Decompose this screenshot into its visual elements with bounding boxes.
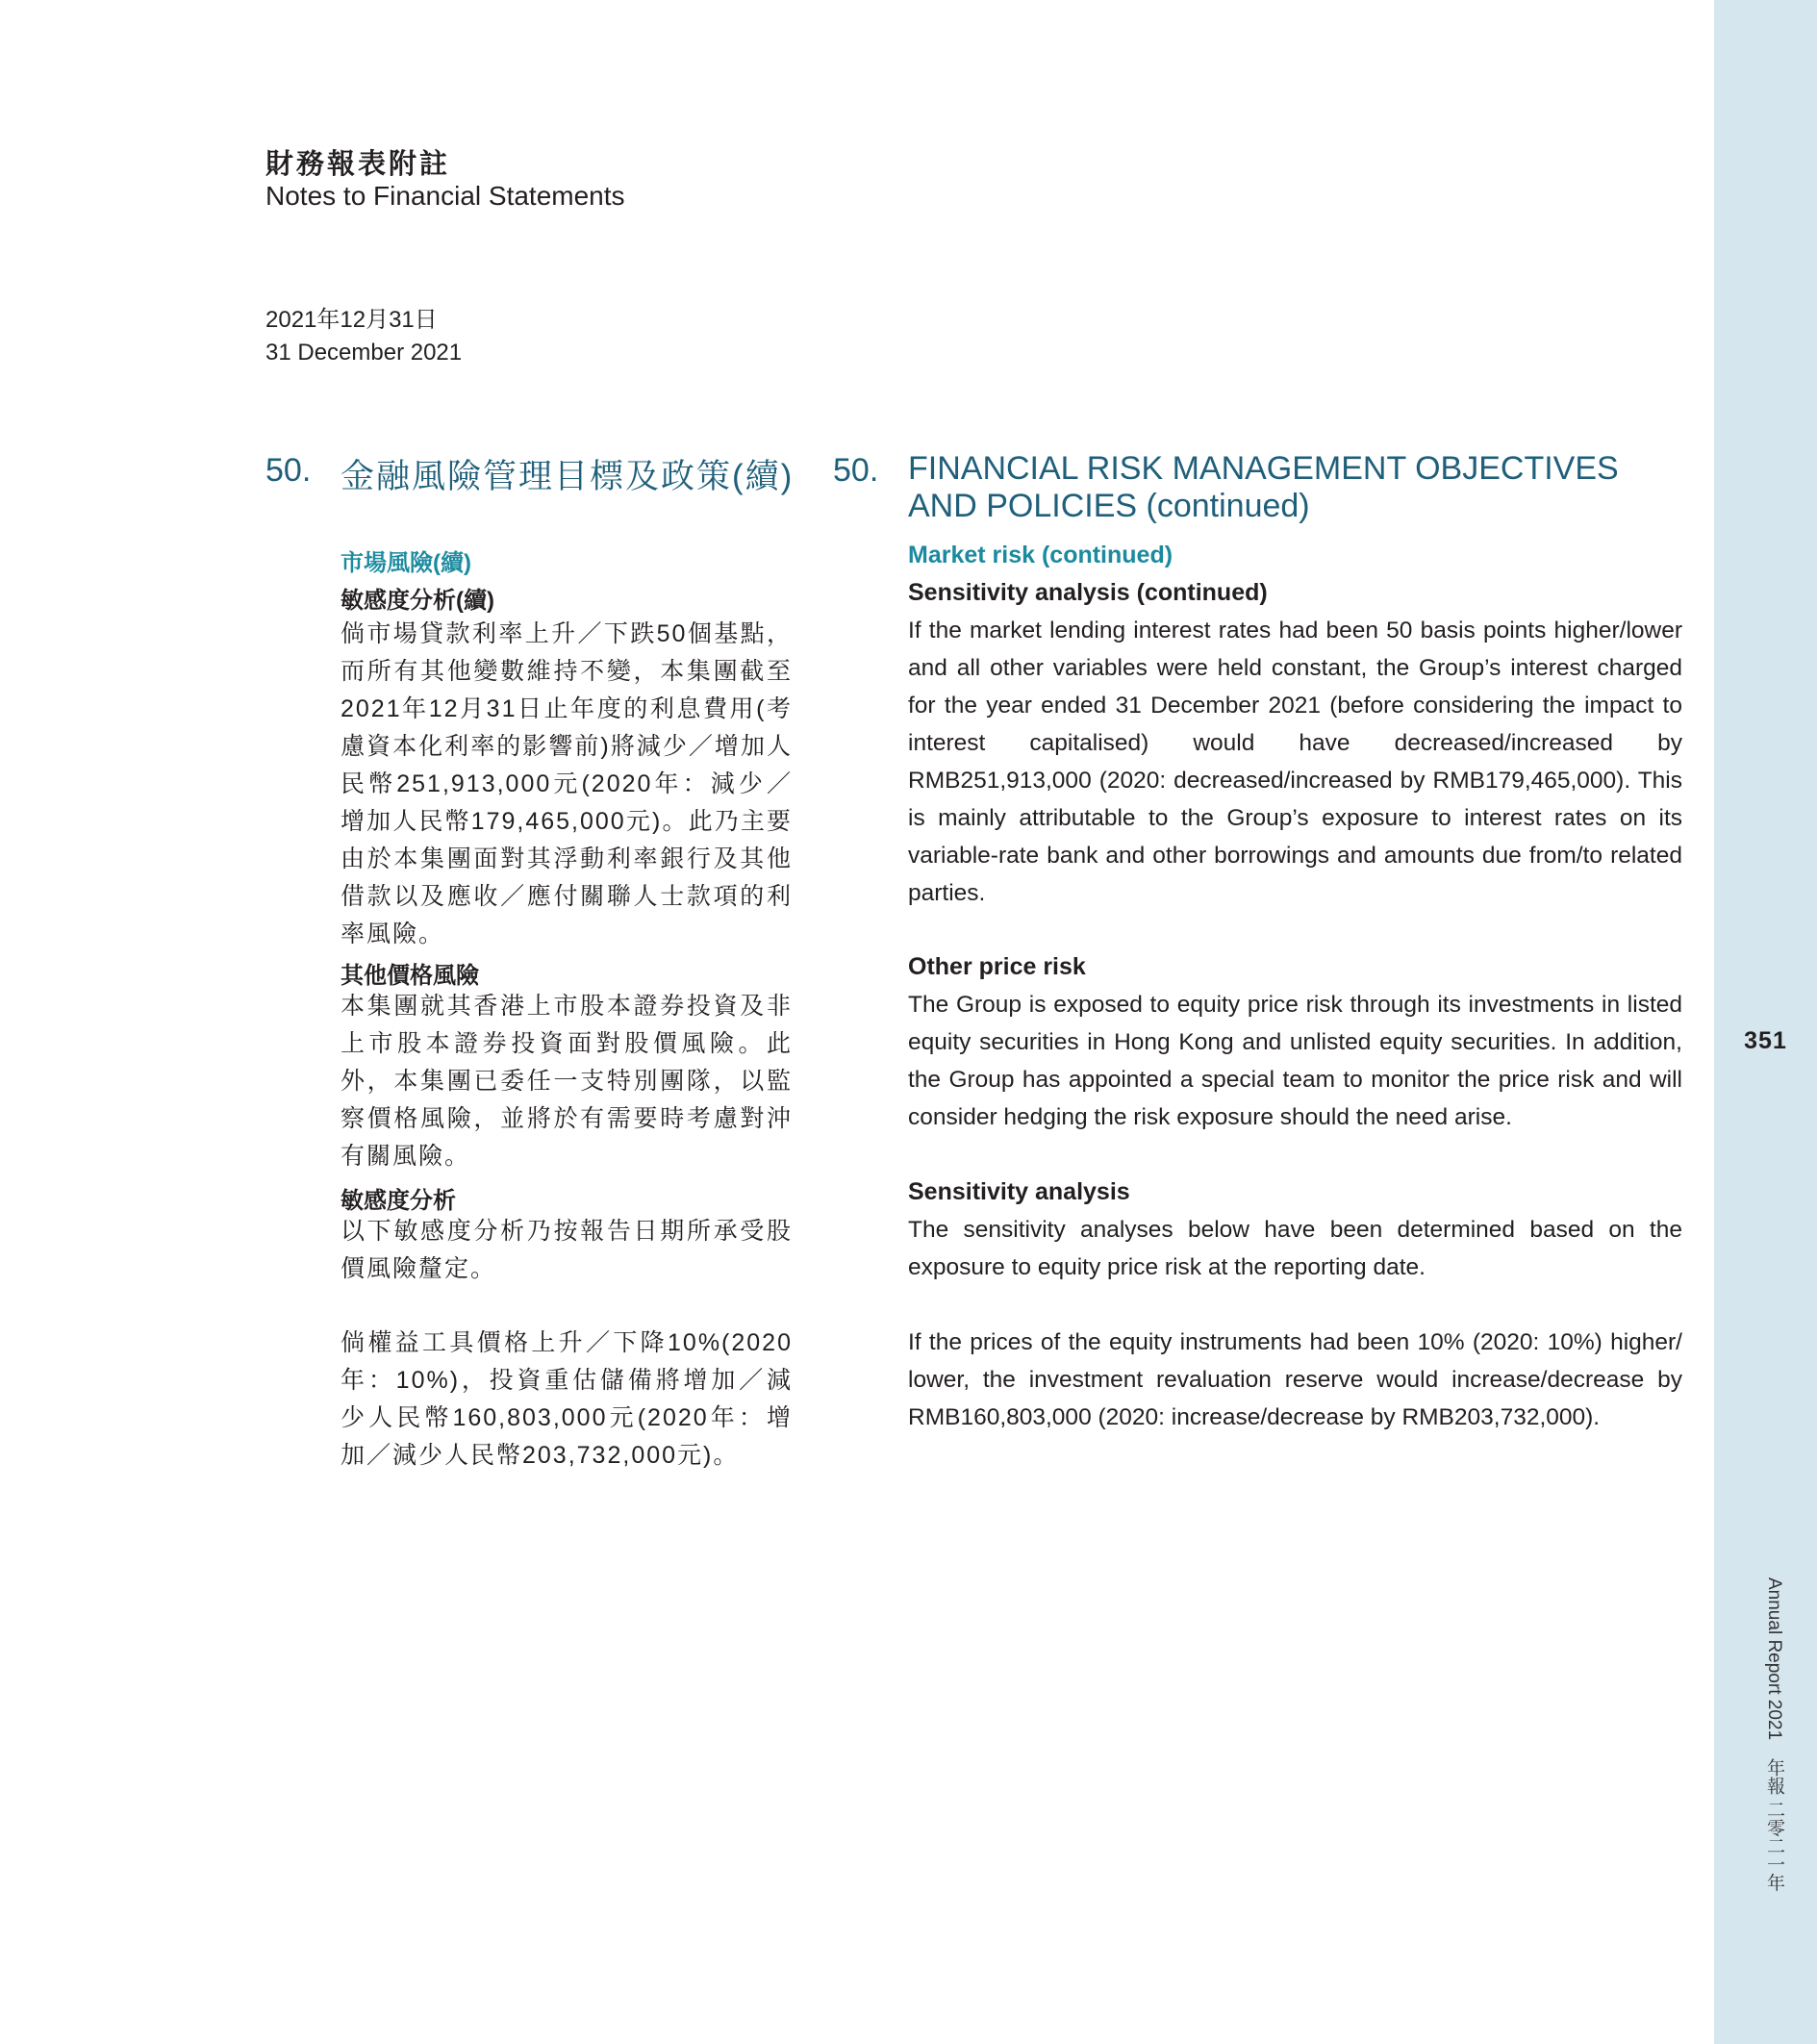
section-title-en: FINANCIAL RISK MANAGEMENT OBJECTIVES AND POLICIES (continued) (908, 450, 1619, 524)
date-cn: 2021年12月31日 (265, 307, 438, 333)
market-risk-paragraph-cn: 倘市場貸款利率上升／下跌50個基點，而所有其他變數維持不變，本集團截至2021年12月31日止年度的利息費用(考慮資本化利率的影響前)將減少／增加人民幣251,913,000元(2020年：減少／增加人民幣179,465,000元)。此乃主要由於本集團面對其浮動利率銀行及其他借款以及應收／應付關聯人士款項的利率風險。 (341, 620, 793, 947)
sensitivity-cont-heading-en: Sensitivity analysis (continued) (908, 579, 1268, 606)
annual-report-label: Annual Report 2021 年報 二零二一年 (1764, 1577, 1784, 1892)
header-title-en: Notes to Financial Statements (265, 181, 625, 211)
other-price-risk-heading-cn: 其他價格風險 (341, 963, 479, 989)
sensitivity-paragraph1-cn: 以下敏感度分析乃按報告日期所承受股價風險釐定。 (341, 1218, 793, 1282)
other-price-risk-heading-en: Other price risk (908, 953, 1086, 980)
sensitivity-paragraph1-en: The sensitivity analyses below have been determined based on the exposure to equity price risk at the reporting date. (908, 1217, 1682, 1280)
market-risk-heading-en: Market risk (continued) (908, 542, 1173, 568)
other-price-risk-paragraph-cn: 本集團就其香港上市股本證券投資及非上市股本證券投資面對股價風險。此外，本集團已委任一支特別團隊，以監察價格風險，並將於有需要時考慮對沖有關風險。 (341, 993, 793, 1170)
section-title-cn: 金融風險管理目標及政策(續) (341, 458, 795, 495)
market-risk-paragraph-en: If the market lending interest rates had been 50 basis points higher/lower and all other variables were held constant, the Group’s interest charged for the year ended 31 December 2021 (before considering the impact to interest capitalised) would have decreased/increased by RMB251,913,000 (2020: decreased/increased by RMB179,465,000). This is mainly attributable to the Group’s exposure to interest rates on its variable-rate bank and other borrowings and amounts due from/to related parties. (908, 618, 1682, 906)
sensitivity-paragraph2-cn: 倘權益工具價格上升／下降10%(2020年：10%)，投資重估儲備將增加／減少人民幣160,803,000元(2020年：增加／減少人民幣203,732,000元)。 (341, 1329, 793, 1469)
other-price-risk-paragraph-en: The Group is exposed to equity price risk through its investments in listed equity securities in Hong Kong and unlisted equity securities. In addition, the Group has appointed a special team to monitor the price risk and will consider hedging the risk exposure should the need arise. (908, 992, 1682, 1130)
header-title-cn: 財務報表附註 (265, 147, 451, 180)
sensitivity-heading-cn: 敏感度分析 (341, 1188, 456, 1214)
sensitivity-paragraph2-en: If the prices of the equity instruments had been 10% (2020: 10%) higher/ lower, the investment revaluation reserve would increase/decrease by RMB160,803,000 (2020: increase/decrease by RMB203,732,000). (908, 1329, 1682, 1430)
sensitivity-heading-en: Sensitivity analysis (908, 1178, 1130, 1205)
page-number: 351 (1744, 1027, 1787, 1054)
section-number-cn: 50. (265, 452, 312, 489)
sensitivity-cont-heading-cn: 敏感度分析(續) (341, 588, 494, 614)
section-number-en: 50. (833, 452, 879, 489)
market-risk-heading-cn: 市場風險(續) (341, 550, 471, 576)
date-en: 31 December 2021 (265, 340, 463, 366)
